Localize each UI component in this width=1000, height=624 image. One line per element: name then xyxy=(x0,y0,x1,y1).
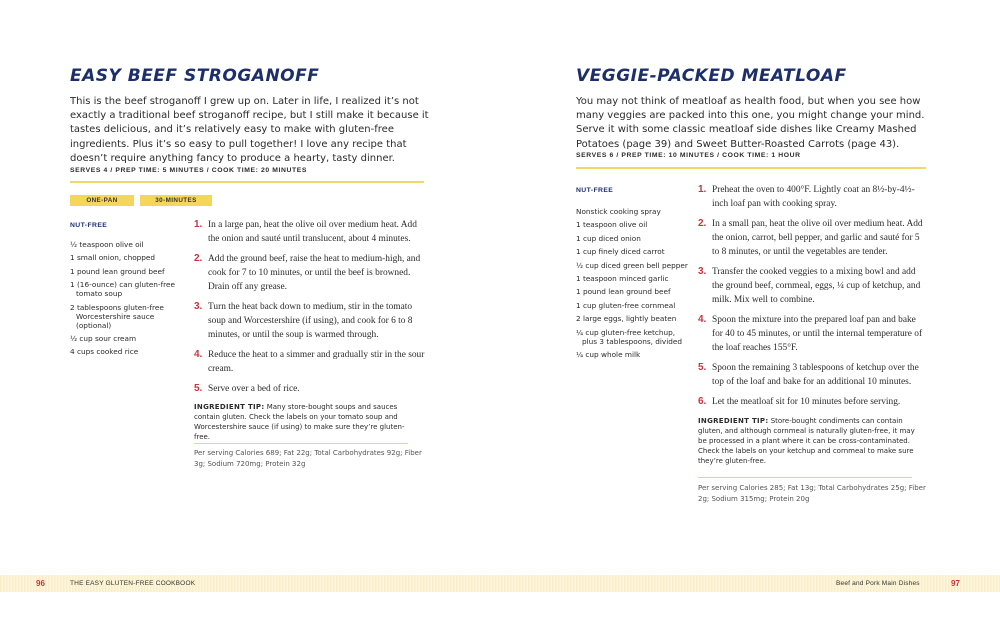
ingredient-item: Nonstick cooking spray xyxy=(576,207,661,216)
step-number: 3. xyxy=(194,301,203,312)
ingredient-tip xyxy=(194,402,420,442)
recipe-intro: You may not think of meatloaf as health food, but when you see how many veggies are packed into this one, you might change your mind. Serve it with some classic meatloaf side dishes like Creamy Mashed Potatoes (page 39) and Sweet Butter-Roasted Carrots (page 43). xyxy=(576,96,925,150)
ingredient-item: ½ cup diced green bell pepper xyxy=(576,260,688,270)
ingredient-item: 4 cups cooked rice xyxy=(70,347,139,357)
serves-line: SERVES 4 / PREP TIME: 5 MINUTES / COOK TIME: 20 MINUTES xyxy=(70,167,308,174)
step-text: In a small pan, heat the olive oil over medium heat. Add the onion, carrot, bell pepper, and garlic and sauté for 5 to 8 minutes, or until the vegetables are tender. xyxy=(712,219,923,257)
step-item xyxy=(698,395,928,409)
step-item xyxy=(698,183,928,211)
steps-list xyxy=(194,218,426,402)
step-number: 5. xyxy=(194,383,203,394)
ingredient-item: ¼ cup whole milk xyxy=(576,349,641,359)
step-text: Turn the heat back down to medium, stir in the tomato soup and Worcestershire (if using), and cook for 6 to 8 minutes, or until the soup is warmed through. xyxy=(208,302,413,340)
step-number: 2. xyxy=(194,253,203,264)
tag-30-minutes: 30-MINUTES xyxy=(140,195,212,206)
step-text: Spoon the mixture into the prepared loaf pan and bake for 40 to 45 minutes, or until the internal temperature of the loaf reaches 155°F. xyxy=(712,315,923,353)
step-text: Spoon the remaining 3 tablespoons of ketchup over the top of the loaf and bake for an additional 10 minutes. xyxy=(712,363,919,387)
step-item xyxy=(194,348,426,376)
header-rule xyxy=(70,181,424,183)
page-number-right: 97 xyxy=(951,579,960,588)
ingredient-item: ¼ cup gluten-free ketchup, plus 3 tablespoons, divided xyxy=(576,327,683,346)
step-number: 6. xyxy=(698,396,707,407)
recipe-title: VEGGIE-PACKED MEATLOAF xyxy=(576,66,847,86)
step-item xyxy=(698,265,928,307)
nutrition-info: Per serving Calories 689; Fat 22g; Total Carbohydrates 92g; Fiber 3g; Sodium 720mg; Protein 32g xyxy=(194,449,422,468)
step-text: Serve over a bed of rice. xyxy=(208,384,300,394)
tip-text: Many store-bought soups and sauces contain gluten. Check the labels on your tomato soup and Worcestershire sauce (if using) to make sure they’re gluten-free. xyxy=(194,403,405,441)
step-text: In a large pan, heat the olive oil over medium heat. Add the onion and sauté until translucent, about 4 minutes. xyxy=(208,220,417,244)
step-number: 4. xyxy=(194,349,203,360)
ingredient-item: 1 cup gluten-free cornmeal xyxy=(576,300,676,310)
step-item xyxy=(698,361,928,389)
step-item xyxy=(194,300,426,342)
ingredient-item: 1 pound lean ground beef xyxy=(576,287,671,297)
step-number: 4. xyxy=(698,314,707,325)
ingredient-item: 1 (16-ounce) can gluten-free tomato soup xyxy=(70,280,175,299)
nutrition-info: Per serving Calories 285; Fat 13g; Total Carbohydrates 25g; Fiber 2g; Sodium 315mg; Protein 20g xyxy=(698,484,926,503)
tip-text: Store-bought condiments can contain gluten, and although cornmeal is naturally gluten-free, it may be processed in a plant where it can be cross-contaminated. Check the labels on your ketchup and cornmeal to make sure they’re gluten-free. xyxy=(698,417,915,465)
step-text: Add the ground beef, raise the heat to medium-high, and cook for 7 to 10 minutes, or until the beef is browned. Drain off any grease. xyxy=(208,254,421,292)
ingredient-item: 1 cup diced onion xyxy=(576,233,641,243)
ingredient-item: 1 cup finely diced carrot xyxy=(576,247,665,257)
ingredient-item: 1 teaspoon minced garlic xyxy=(576,273,669,283)
nutrition-rule xyxy=(698,477,912,478)
ingredient-tip xyxy=(698,416,924,466)
tag-one-pan: ONE-PAN xyxy=(70,195,134,206)
steps-list xyxy=(698,183,928,415)
step-number: 3. xyxy=(698,266,707,277)
step-number: 5. xyxy=(698,362,707,373)
ingredient-item: 1 teaspoon olive oil xyxy=(576,220,648,230)
header-rule xyxy=(576,167,926,169)
step-text: Let the meatloaf sit for 10 minutes before serving. xyxy=(712,397,901,407)
serves-line: SERVES 6 / PREP TIME: 10 MINUTES / COOK TIME: 1 HOUR xyxy=(576,152,801,159)
ingredient-item: ½ cup sour cream xyxy=(70,333,137,343)
step-item xyxy=(194,218,426,246)
step-text: Transfer the cooked veggies to a mixing bowl and add the ground beef, cornmeal, eggs, ¼ cup of ketchup, and milk. Mix well to combine. xyxy=(712,267,921,305)
step-item xyxy=(698,313,928,355)
step-number: 1. xyxy=(698,184,707,195)
nut-free-label: NUT-FREE xyxy=(70,222,108,229)
ingredient-item: 1 pound lean ground beef xyxy=(70,266,165,276)
ingredient-list xyxy=(70,240,182,361)
tip-label: INGREDIENT TIP: xyxy=(698,417,769,425)
step-number: 2. xyxy=(698,218,707,229)
nut-free-label: NUT-FREE xyxy=(576,187,614,194)
running-head-left: THE EASY GLUTEN-FREE COOKBOOK xyxy=(70,580,196,587)
ingredient-item: 2 tablespoons gluten-free Worcestershire sauce (optional) xyxy=(70,302,164,330)
step-number: 1. xyxy=(194,219,203,230)
page-number-left: 96 xyxy=(36,579,45,588)
running-head-right: Beef and Pork Main Dishes xyxy=(836,580,920,587)
right-page xyxy=(500,0,1000,624)
step-item xyxy=(194,382,426,396)
recipe-title: EASY BEEF STROGANOFF xyxy=(70,66,320,86)
ingredient-list xyxy=(576,207,688,363)
step-text: Reduce the heat to a simmer and gradually stir in the sour cream. xyxy=(208,350,425,374)
nutrition-rule xyxy=(194,443,408,444)
recipe-intro: This is the beef stroganoff I grew up on. Later in life, I realized it’s not exactly a traditional beef stroganoff recipe, but I still make it because it tastes delicious, and it’s relatively easy to make with gluten-free ingredients. Plus it’s so easy to pull together! I love any recipe that doesn’t require anything fancy to produce a hearty, tasty dinner. xyxy=(70,96,429,164)
step-text: Preheat the oven to 400°F. Lightly coat an 8½-by-4½-inch loaf pan with cooking spray. xyxy=(712,185,915,209)
step-item xyxy=(698,217,928,259)
ingredient-item: ½ teaspoon olive oil xyxy=(70,240,144,249)
tip-label: INGREDIENT TIP: xyxy=(194,403,265,411)
ingredient-item: 2 large eggs, lightly beaten xyxy=(576,314,677,324)
step-item xyxy=(194,252,426,294)
ingredient-item: 1 small onion, chopped xyxy=(70,253,156,263)
